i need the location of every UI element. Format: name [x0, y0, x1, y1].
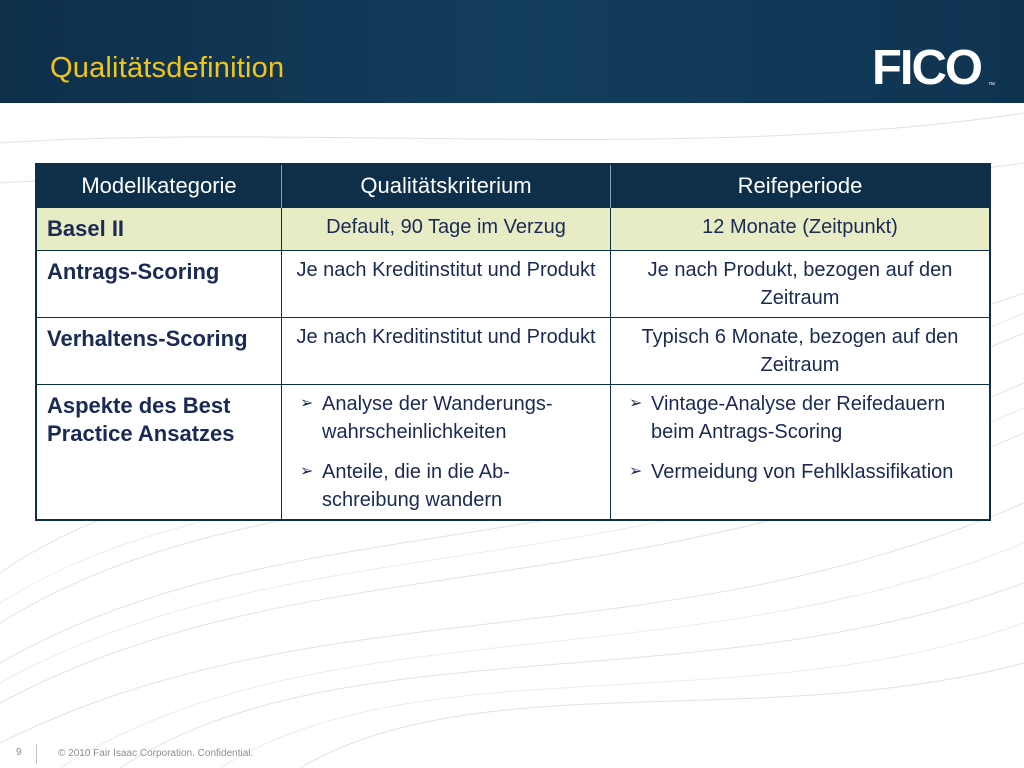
page-number: 9 [16, 747, 22, 758]
row-category: Aspekte des Best Practice Ansatzes [36, 385, 282, 521]
arrow-bullet-icon: ➢ [300, 463, 314, 480]
slide-title: Qualitätsdefinition [50, 52, 285, 84]
table-row [36, 385, 990, 521]
header-reifeperiode: Reifeperiode [611, 164, 991, 208]
table-header-row [36, 164, 990, 208]
arrow-bullet-icon: ➢ [300, 395, 314, 412]
row-criterion: Default, 90 Tage im Verzug [282, 208, 611, 251]
row-category: Antrags-Scoring [36, 251, 282, 318]
table-row [36, 251, 990, 318]
trademark-mark: ™ [988, 82, 995, 89]
bullet-text: Anteile, die in die Ab-schreibung wandern [322, 461, 510, 511]
footer-divider [36, 744, 37, 764]
table-row [36, 318, 990, 385]
row-criterion-list [282, 385, 611, 521]
bullet-text: Analyse der Wanderungs-wahrscheinlichkeiten [322, 393, 553, 443]
bullet-text: Vermeidung von Fehlklassifikation [651, 461, 954, 483]
title-bar [0, 0, 1024, 103]
row-period: Je nach Produkt, bezogen auf den Zeitraum [611, 251, 991, 318]
header-modellkategorie: Modellkategorie [36, 164, 282, 208]
row-period: Typisch 6 Monate, bezogen auf den Zeitraum [611, 318, 991, 385]
row-period-list [611, 385, 991, 521]
arrow-bullet-icon: ➢ [629, 463, 643, 480]
row-criterion: Je nach Kreditinstitut und Produkt [282, 251, 611, 318]
table-row [36, 208, 990, 251]
header-qualitaetskriterium: Qualitätskriterium [282, 164, 611, 208]
row-criterion: Je nach Kreditinstitut und Produkt [282, 318, 611, 385]
quality-definition-table [35, 163, 991, 521]
bullet-text: Vintage-Analyse der Reifedauern beim Antrags-Scoring [651, 393, 946, 443]
copyright-notice: © 2010 Fair Isaac Corporation. Confidential. [58, 748, 254, 759]
fico-logo: FICO [872, 41, 982, 95]
row-category: Verhaltens-Scoring [36, 318, 282, 385]
arrow-bullet-icon: ➢ [629, 395, 643, 412]
row-period: 12 Monate (Zeitpunkt) [611, 208, 991, 251]
list-item [619, 390, 981, 446]
list-item [619, 458, 981, 486]
list-item [290, 390, 602, 446]
row-category: Basel II [36, 208, 282, 251]
list-item [290, 458, 602, 514]
